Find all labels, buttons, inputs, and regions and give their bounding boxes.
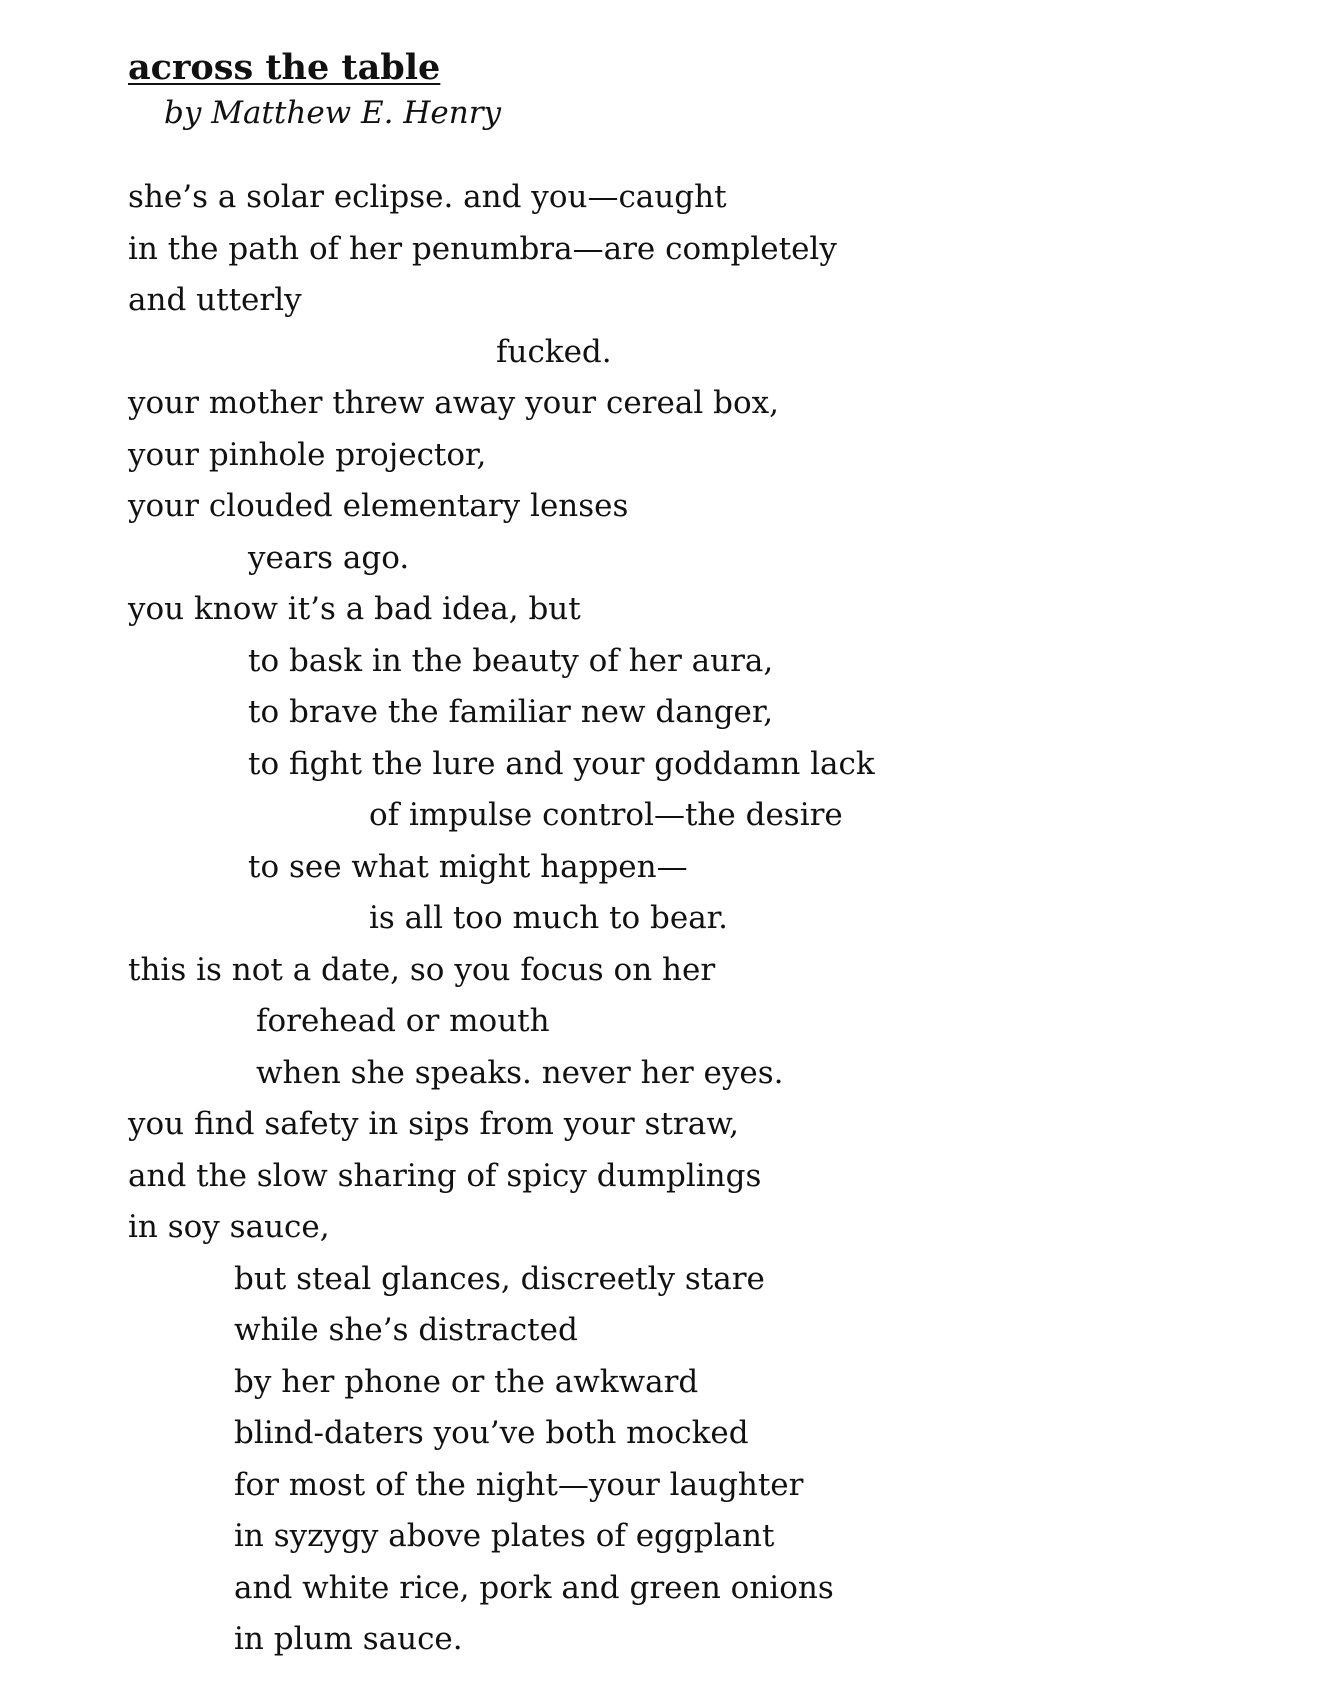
poem-byline: by Matthew E. Henry <box>164 95 502 131</box>
poem-line: years ago. <box>248 539 410 576</box>
poem-line: you know it’s a bad idea, but <box>128 591 581 627</box>
poem-line: while she’s distracted <box>234 1312 578 1348</box>
poem-title: across the table <box>128 47 441 88</box>
poem-line: of impulse control—the desire <box>369 797 843 833</box>
poem-line: is all too much to bear. <box>369 900 728 936</box>
poem-body <box>128 172 1228 1666</box>
poem-line: in plum sauce. <box>234 1621 463 1657</box>
poem-line: and utterly <box>128 282 302 318</box>
poem-line: blind-daters you’ve both mocked <box>234 1415 749 1451</box>
poem-line: for most of the night—your laughter <box>234 1466 804 1503</box>
poem-line: and the slow sharing of spicy dumplings <box>128 1157 762 1194</box>
poem-line: but steal glances, discreetly stare <box>234 1260 765 1297</box>
poem-line: your pinhole projector, <box>128 436 487 473</box>
poem-line: and white rice, pork and green onions <box>234 1569 834 1606</box>
poem-page <box>128 44 1228 1666</box>
poem-line: in syzygy above plates of eggplant <box>234 1518 775 1554</box>
poem-line: fucked. <box>496 333 612 370</box>
poem-line: to fight the lure and your goddamn lack <box>248 745 875 782</box>
poem-line: when she speaks. never her eyes. <box>256 1054 784 1091</box>
poem-line: your clouded elementary lenses <box>128 488 629 524</box>
poem-line: in the path of her penumbra—are completely <box>128 230 837 267</box>
poem-line: by her phone or the awkward <box>234 1363 699 1400</box>
poem-line: this is not a date, so you focus on her <box>128 951 716 988</box>
poem-line: she’s a solar eclipse. and you—caught <box>128 179 727 215</box>
poem-line: you find safety in sips from your straw, <box>128 1106 739 1142</box>
poem-line: your mother threw away your cereal box, <box>128 385 779 421</box>
poem-line: to brave the familiar new danger, <box>248 694 774 730</box>
poem-line: forehead or mouth <box>256 1003 550 1039</box>
poem-line: in soy sauce, <box>128 1209 330 1245</box>
poem-line: to bask in the beauty of her aura, <box>248 642 774 679</box>
poem-line: to see what might happen— <box>248 848 688 885</box>
